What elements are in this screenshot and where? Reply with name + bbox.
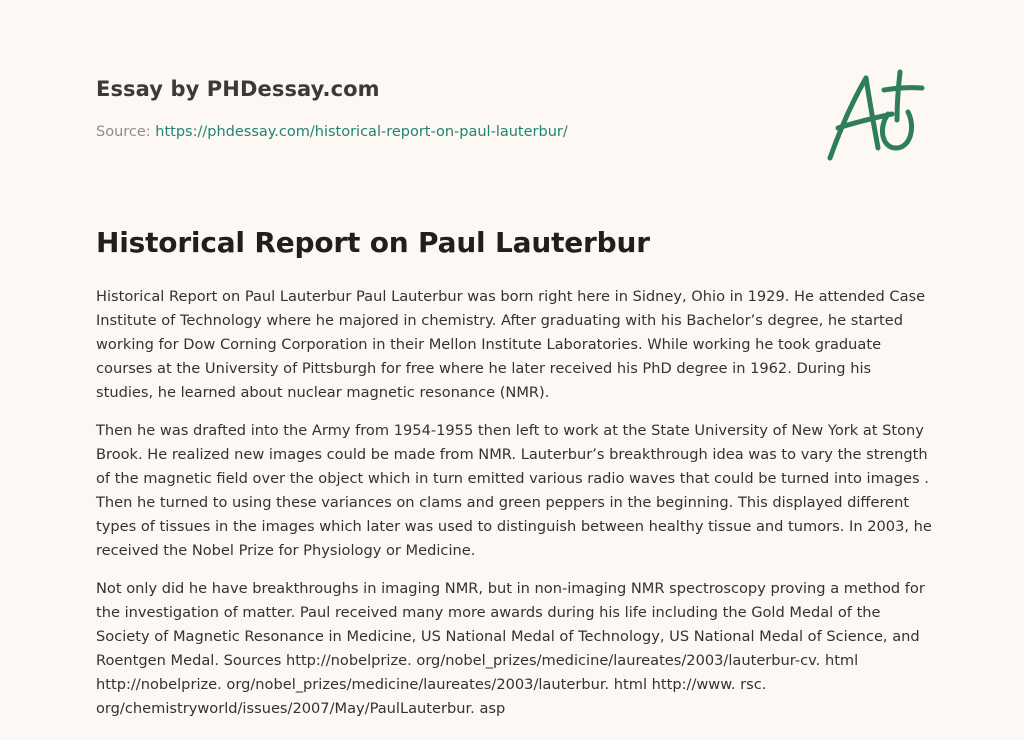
a-plus-logo-icon bbox=[818, 64, 930, 168]
source-line bbox=[96, 124, 568, 140]
source-label: Source: bbox=[96, 124, 151, 140]
essay-paragraph: Historical Report on Paul Lauterbur Paul Lauterbur was born right here in Sidney, Ohio in 1929. He attended Case Institute of Technology where he majored in chemistry. After graduating with his Bachelor’s degree, he started working for Dow Corning Corporation in their Mellon Institute Laboratories. While working he took graduate courses at the University of Pittsburgh for free where he later received his PhD degree in 1962. During his studies, he learned about nuclear magnetic resonance (NMR). bbox=[96, 288, 926, 401]
essay-body bbox=[96, 285, 932, 735]
essay-paragraph: Then he was drafted into the Army from 1954-1955 then left to work at the State University of New York at Stony Brook. He realized new images could be made from NMR. Lauterbur’s breakthrough idea was to vary the strength of the magnetic field over the object which in turn emitted various radio waves that could be turned into images . Then he turned to using these variances on clams and green peppers in the beginning. This displayed different types of tissues in the images which later was used to distinguish between healthy tissue and tumors. In 2003, he received the Nobel Prize for Physiology or Medicine. bbox=[96, 422, 932, 559]
source-link[interactable]: https://phdessay.com/historical-report-on-paul-lauterbur/ bbox=[155, 124, 568, 140]
essay-paragraph: Not only did he have breakthroughs in imaging NMR, but in non-imaging NMR spectroscopy proving a method for the investigation of matter. Paul received many more awards during his life including the Gold Medal of the Society of Magnetic Resonance in Medicine, US National Medal of Technology, US National Medal of Science, and Roentgen Medal. Sources http://nobelprize. org/nobel_prizes/medicine/laureates/2003/lauterbur-cv. html http://nobelprize. org/nobel_prizes/medicine/laureates/2003/lauterbur. html http://www. rsc. org/chemistryworld/issues/2007/May/PaulLauterbur. asp bbox=[96, 580, 925, 717]
page-title: Historical Report on Paul Lauterbur bbox=[96, 226, 650, 259]
site-brand: Essay by PHDessay.com bbox=[96, 77, 380, 101]
